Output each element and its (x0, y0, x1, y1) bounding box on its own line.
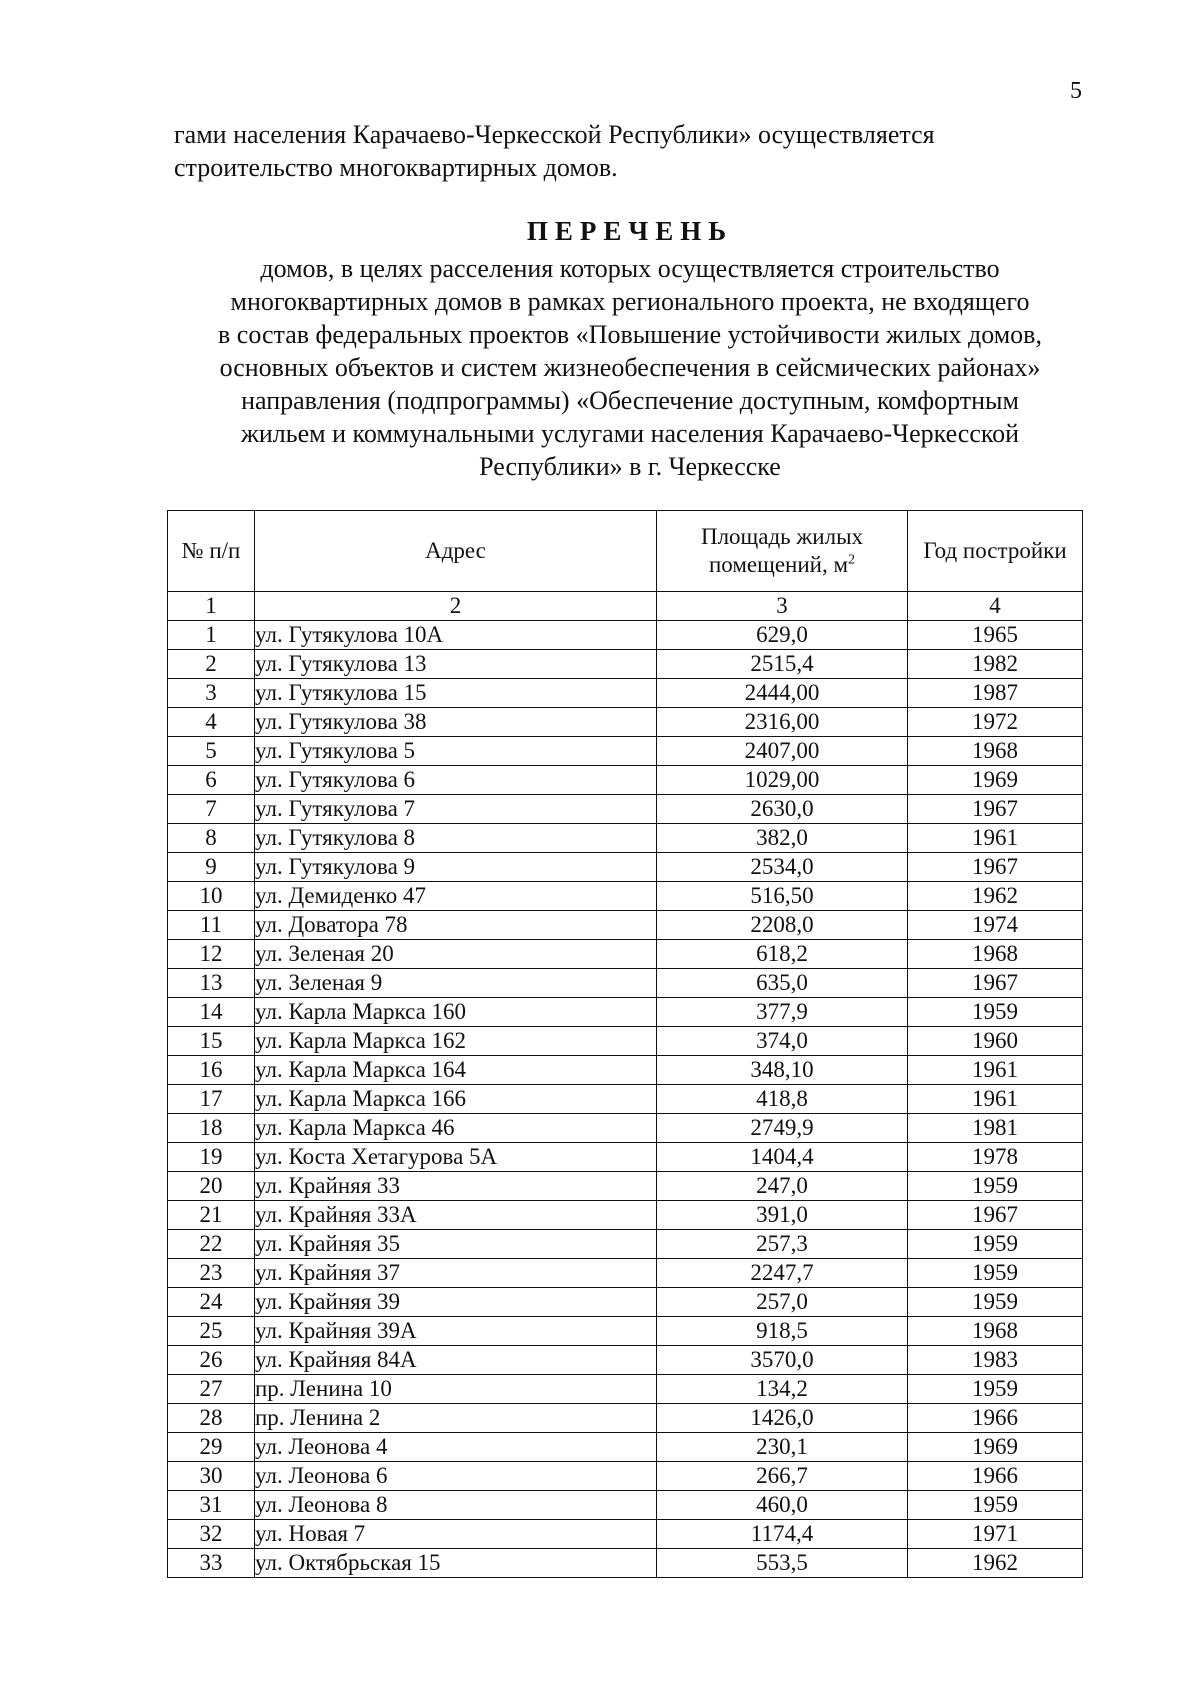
table-row (168, 737, 1083, 766)
table-row (168, 998, 1083, 1027)
list-subtitle (160, 252, 1100, 483)
address-cell: ул. Леонова 6 (255, 1462, 657, 1491)
row-number-cell: 29 (168, 1433, 255, 1462)
row-number-cell: 16 (168, 1056, 255, 1085)
header-number: № п/п (168, 511, 255, 592)
table-row (168, 1462, 1083, 1491)
area-cell: 257,0 (657, 1288, 908, 1317)
address-cell: ул. Гутякулова 7 (255, 795, 657, 824)
year-cell: 1959 (908, 1491, 1083, 1520)
area-cell: 247,0 (657, 1172, 908, 1201)
row-number-cell: 26 (168, 1346, 255, 1375)
header-area-superscript: 2 (848, 552, 856, 568)
year-cell: 1966 (908, 1404, 1083, 1433)
year-cell: 1959 (908, 1230, 1083, 1259)
address-cell: ул. Крайняя 39А (255, 1317, 657, 1346)
table-row (168, 1549, 1083, 1578)
row-number-cell: 30 (168, 1462, 255, 1491)
area-cell: 1029,00 (657, 766, 908, 795)
area-cell: 2208,0 (657, 911, 908, 940)
table-row (168, 969, 1083, 998)
table-row (168, 911, 1083, 940)
year-cell: 1969 (908, 766, 1083, 795)
address-cell: ул. Новая 7 (255, 1520, 657, 1549)
table-row (168, 1143, 1083, 1172)
row-number-cell: 22 (168, 1230, 255, 1259)
row-number-cell: 8 (168, 824, 255, 853)
row-number-cell: 21 (168, 1201, 255, 1230)
table-row (168, 940, 1083, 969)
table-row (168, 882, 1083, 911)
row-number-cell: 9 (168, 853, 255, 882)
year-cell: 1959 (908, 998, 1083, 1027)
address-cell: ул. Карла Маркса 164 (255, 1056, 657, 1085)
subtitle-line: направления (подпрограммы) «Обеспечение доступным, комфортным (241, 386, 1019, 415)
area-cell: 1174,4 (657, 1520, 908, 1549)
area-cell: 418,8 (657, 1085, 908, 1114)
subtitle-line: основных объектов и систем жизнеобеспечения в сейсмических районах» (219, 353, 1041, 382)
year-cell: 1969 (908, 1433, 1083, 1462)
table-row (168, 1201, 1083, 1230)
header-year: Год постройки (908, 511, 1083, 592)
address-cell: ул. Гутякулова 13 (255, 650, 657, 679)
address-cell: ул. Крайняя 84А (255, 1346, 657, 1375)
address-cell: пр. Ленина 10 (255, 1375, 657, 1404)
address-cell: ул. Демиденко 47 (255, 882, 657, 911)
row-number-cell: 6 (168, 766, 255, 795)
area-cell: 516,50 (657, 882, 908, 911)
address-cell: ул. Карла Маркса 160 (255, 998, 657, 1027)
row-number-cell: 12 (168, 940, 255, 969)
table-row (168, 824, 1083, 853)
year-cell: 1968 (908, 940, 1083, 969)
year-cell: 1960 (908, 1027, 1083, 1056)
table-row (168, 1114, 1083, 1143)
intro-paragraph: гами населения Карачаево-Черкесской Республики» осуществляется строительство многоквартирных домов. (174, 120, 935, 182)
year-cell: 1959 (908, 1375, 1083, 1404)
table-row (168, 621, 1083, 650)
subtitle-line: многоквартирных домов в рамках регионального проекта, не входящего (230, 287, 1030, 316)
address-cell: ул. Гутякулова 10А (255, 621, 657, 650)
table-body (168, 621, 1083, 1578)
column-number: 1 (168, 592, 255, 621)
table-row (168, 1520, 1083, 1549)
area-cell: 2749,9 (657, 1114, 908, 1143)
address-cell: ул. Гутякулова 6 (255, 766, 657, 795)
year-cell: 1968 (908, 1317, 1083, 1346)
table-row (168, 679, 1083, 708)
table-row (168, 650, 1083, 679)
area-cell: 374,0 (657, 1027, 908, 1056)
row-number-cell: 4 (168, 708, 255, 737)
row-number-cell: 19 (168, 1143, 255, 1172)
column-number-row (168, 592, 1083, 621)
table-row (168, 1375, 1083, 1404)
column-number: 3 (657, 592, 908, 621)
page-number: 5 (1070, 78, 1082, 104)
table-row (168, 795, 1083, 824)
year-cell: 1974 (908, 911, 1083, 940)
table-row (168, 1056, 1083, 1085)
area-cell: 1426,0 (657, 1404, 908, 1433)
table-row (168, 1346, 1083, 1375)
address-cell: ул. Гутякулова 15 (255, 679, 657, 708)
year-cell: 1967 (908, 795, 1083, 824)
row-number-cell: 23 (168, 1259, 255, 1288)
address-cell: ул. Коста Хетагурова 5А (255, 1143, 657, 1172)
address-cell: ул. Крайняя 33 (255, 1172, 657, 1201)
table-row (168, 1172, 1083, 1201)
address-cell: ул. Доватора 78 (255, 911, 657, 940)
column-number: 2 (255, 592, 657, 621)
address-cell: пр. Ленина 2 (255, 1404, 657, 1433)
area-cell: 553,5 (657, 1549, 908, 1578)
year-cell: 1971 (908, 1520, 1083, 1549)
area-cell: 2316,00 (657, 708, 908, 737)
row-number-cell: 28 (168, 1404, 255, 1433)
table-row (168, 1288, 1083, 1317)
year-cell: 1981 (908, 1114, 1083, 1143)
address-cell: ул. Гутякулова 8 (255, 824, 657, 853)
area-cell: 3570,0 (657, 1346, 908, 1375)
year-cell: 1965 (908, 621, 1083, 650)
table-row (168, 1491, 1083, 1520)
row-number-cell: 5 (168, 737, 255, 766)
area-cell: 2630,0 (657, 795, 908, 824)
area-cell: 1404,4 (657, 1143, 908, 1172)
address-cell: ул. Зеленая 9 (255, 969, 657, 998)
year-cell: 1962 (908, 1549, 1083, 1578)
address-cell: ул. Крайняя 35 (255, 1230, 657, 1259)
address-cell: ул. Гутякулова 9 (255, 853, 657, 882)
year-cell: 1978 (908, 1143, 1083, 1172)
row-number-cell: 27 (168, 1375, 255, 1404)
year-cell: 1961 (908, 824, 1083, 853)
address-cell: ул. Крайняя 37 (255, 1259, 657, 1288)
area-cell: 460,0 (657, 1491, 908, 1520)
area-cell: 134,2 (657, 1375, 908, 1404)
table-header-row (168, 511, 1083, 592)
year-cell: 1982 (908, 650, 1083, 679)
year-cell: 1959 (908, 1288, 1083, 1317)
header-area (657, 511, 908, 592)
column-number: 4 (908, 592, 1083, 621)
year-cell: 1967 (908, 969, 1083, 998)
address-cell: ул. Леонова 4 (255, 1433, 657, 1462)
area-cell: 391,0 (657, 1201, 908, 1230)
area-cell: 2515,4 (657, 650, 908, 679)
subtitle-line: жильем и коммунальными услугами населения Карачаево-Черкесской (240, 419, 1020, 448)
header-address: Адрес (255, 511, 657, 592)
row-number-cell: 17 (168, 1085, 255, 1114)
area-cell: 2407,00 (657, 737, 908, 766)
area-cell: 348,10 (657, 1056, 908, 1085)
address-cell: ул. Гутякулова 5 (255, 737, 657, 766)
year-cell: 1959 (908, 1172, 1083, 1201)
year-cell: 1967 (908, 1201, 1083, 1230)
address-cell: ул. Карла Маркса 162 (255, 1027, 657, 1056)
address-cell: ул. Крайняя 33А (255, 1201, 657, 1230)
address-cell: ул. Гутякулова 38 (255, 708, 657, 737)
year-cell: 1961 (908, 1056, 1083, 1085)
year-cell: 1967 (908, 853, 1083, 882)
row-number-cell: 18 (168, 1114, 255, 1143)
row-number-cell: 10 (168, 882, 255, 911)
table-row (168, 1317, 1083, 1346)
row-number-cell: 31 (168, 1491, 255, 1520)
address-cell: ул. Крайняя 39 (255, 1288, 657, 1317)
table-row (168, 1259, 1083, 1288)
year-cell: 1987 (908, 679, 1083, 708)
table-row (168, 1085, 1083, 1114)
row-number-cell: 1 (168, 621, 255, 650)
area-cell: 230,1 (657, 1433, 908, 1462)
subtitle-line: в состав федеральных проектов «Повышение устойчивости жилых домов, (218, 320, 1042, 349)
address-cell: ул. Октябрьская 15 (255, 1549, 657, 1578)
area-cell: 382,0 (657, 824, 908, 853)
row-number-cell: 14 (168, 998, 255, 1027)
table-row (168, 1404, 1083, 1433)
table-row (168, 1027, 1083, 1056)
year-cell: 1961 (908, 1085, 1083, 1114)
year-cell: 1959 (908, 1259, 1083, 1288)
area-cell: 2444,00 (657, 679, 908, 708)
address-cell: ул. Леонова 8 (255, 1491, 657, 1520)
row-number-cell: 32 (168, 1520, 255, 1549)
row-number-cell: 13 (168, 969, 255, 998)
row-number-cell: 20 (168, 1172, 255, 1201)
houses-table (167, 510, 1083, 1578)
year-cell: 1968 (908, 737, 1083, 766)
row-number-cell: 7 (168, 795, 255, 824)
subtitle-line: домов, в целях расселения которых осуществляется строительство (260, 254, 1000, 283)
table-row (168, 1433, 1083, 1462)
area-cell: 2534,0 (657, 853, 908, 882)
row-number-cell: 2 (168, 650, 255, 679)
area-cell: 918,5 (657, 1317, 908, 1346)
area-cell: 618,2 (657, 940, 908, 969)
area-cell: 629,0 (657, 621, 908, 650)
address-cell: ул. Карла Маркса 46 (255, 1114, 657, 1143)
year-cell: 1983 (908, 1346, 1083, 1375)
address-cell: ул. Карла Маркса 166 (255, 1085, 657, 1114)
list-heading: ПЕРЕЧЕНЬ (526, 216, 734, 246)
year-cell: 1966 (908, 1462, 1083, 1491)
row-number-cell: 15 (168, 1027, 255, 1056)
subtitle-line: Республики» в г. Черкесске (479, 452, 781, 481)
address-cell: ул. Зеленая 20 (255, 940, 657, 969)
area-cell: 377,9 (657, 998, 908, 1027)
table-row (168, 766, 1083, 795)
row-number-cell: 33 (168, 1549, 255, 1578)
header-area-text: Площадь жилых помещений, м (700, 524, 864, 577)
row-number-cell: 11 (168, 911, 255, 940)
area-cell: 2247,7 (657, 1259, 908, 1288)
year-cell: 1972 (908, 708, 1083, 737)
row-number-cell: 24 (168, 1288, 255, 1317)
area-cell: 635,0 (657, 969, 908, 998)
year-cell: 1962 (908, 882, 1083, 911)
table-row (168, 1230, 1083, 1259)
row-number-cell: 25 (168, 1317, 255, 1346)
table-row (168, 708, 1083, 737)
row-number-cell: 3 (168, 679, 255, 708)
area-cell: 266,7 (657, 1462, 908, 1491)
area-cell: 257,3 (657, 1230, 908, 1259)
table-row (168, 853, 1083, 882)
